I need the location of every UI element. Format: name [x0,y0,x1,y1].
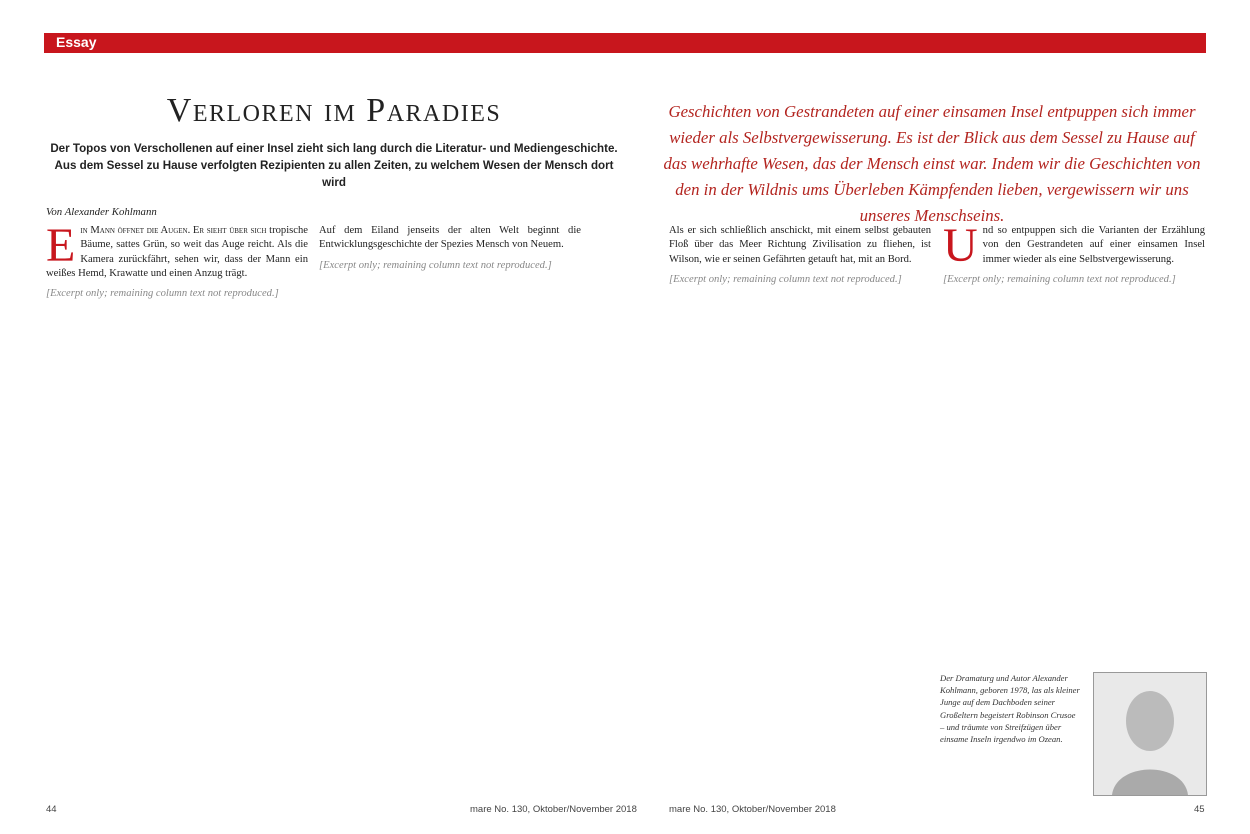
drop-cap: E [46,224,76,272]
column-2-paragraph: Auf dem Eiland jenseits der alten Welt beginnt die Entwicklungsgeschichte der Spezies Mensch von Neuem. [319,225,581,251]
page-number-left: 44 [46,804,57,815]
section-label: Essay [56,34,97,50]
issue-line-left: mare No. 130, Oktober/November 2018 [470,804,637,815]
excerpt-note: [Excerpt only; remaining column text not reproduced.] [669,273,902,285]
article-subtitle: Der Topos von Verschollenen auf einer Insel zieht sich lang durch die Literatur- und Mediengeschichte. Aus dem Sessel zu Hause verfolgten Rezipienten zu allen Zeiten, zu welchem Wesen der Mensch dort wird [50,142,618,189]
section-band [44,33,1206,53]
text-column-3 [669,224,931,796]
pull-quote: Geschichten von Gestrandeten auf einer einsamen Insel entpuppen sich immer wieder als Selbstvergewisserung. Es ist der Blick aus dem Sessel zu Hause auf das wehrhafte Wesen, das der Mensch einst war. Indem wir die Geschichten von den in der Wildnis ums Überleben Kämpfenden lieben, vergewissern wir uns unseres Menschseins. [663,102,1201,225]
excerpt-note: [Excerpt only; remaining column text not reproduced.] [46,288,279,299]
column-1-paragraph: Ein Mann öffnet die Augen. Er sieht über sich tropische Bäume, sattes Grün, so weit das Auge reicht. Als die Kamera zurückfährt, sehen wir, dass der Mann ein weißes Hemd, Krawatte und einen Anzug trägt. [46,224,308,279]
portrait-icon [1094,673,1206,795]
excerpt-note: [Excerpt only; remaining column text not reproduced.] [319,259,552,271]
article-title: Verloren im Paradies [166,92,502,129]
page-number-right: 45 [1194,804,1205,815]
text-column-1 [46,224,308,796]
issue-line-right: mare No. 130, Oktober/November 2018 [669,804,836,815]
excerpt-note: [Excerpt only; remaining column text not reproduced.] [943,273,1176,285]
author-portrait-photo [1093,672,1207,796]
lead-in: in Mann öffnet die Augen. Er sieht über sich [80,225,267,236]
text-column-2 [319,224,581,796]
byline: Von Alexander Kohlmann [46,206,157,218]
text-column-4 [943,224,1205,664]
drop-cap: U [943,224,978,272]
author-bio: Der Dramaturg und Autor Alexander Kohlmann, geboren 1978, las als kleiner Junge auf dem Dachboden seiner Großeltern begeistert Robinson Crusoe – und träumte von Streifzügen über einsame Inseln irgendwo im Ozean. [940,673,1080,745]
column-4-paragraph: Und so entpuppen sich die Varianten der Erzählung von den Gestrandeten auf einer einsamen Insel immer wieder als eine Selbstvergewisserung. [943,224,1205,272]
column-3-paragraph: Als er sich schließlich anschickt, mit einem selbst gebauten Floß über das Meer Richtung Zivilisation zu fliehen, ist Wilson, wie er seinen Gefährten getauft hat, mit an Bord. [669,225,931,265]
